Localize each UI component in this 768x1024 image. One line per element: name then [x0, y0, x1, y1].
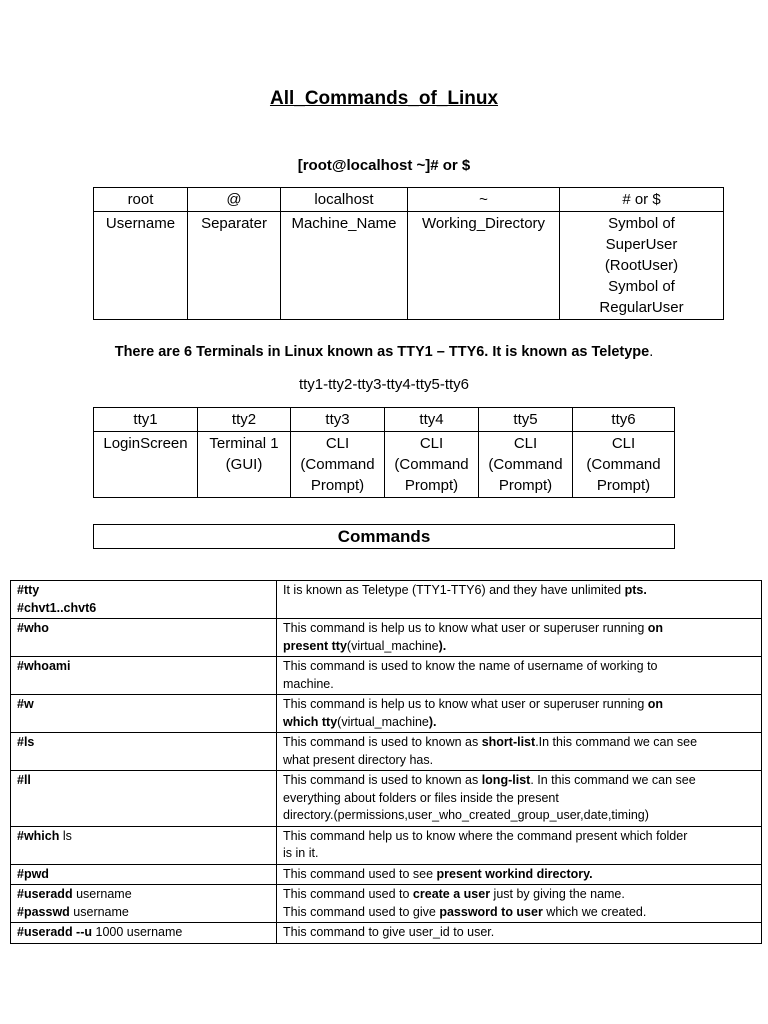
table-row: [94, 432, 675, 498]
bold-text: #ls: [17, 735, 35, 749]
cell-line: RegularUser: [599, 299, 684, 316]
cell-line: Prompt): [404, 477, 459, 494]
text-run: just by giving the name.: [490, 887, 625, 901]
command-cell: [11, 695, 277, 733]
bold-text: long-list: [481, 773, 531, 787]
table-cell: [408, 212, 560, 320]
bold-text: #useradd: [17, 887, 73, 901]
command-row: [11, 657, 762, 695]
table-cell: tty3: [291, 408, 385, 432]
cell-line: [17, 886, 270, 904]
text-run: This command is used to known as: [283, 773, 482, 787]
cell-line: CLI: [325, 435, 350, 452]
cell-line: [283, 904, 755, 922]
cell-line: CLI: [513, 435, 538, 452]
table-cell: [188, 212, 281, 320]
cell-line: [17, 658, 270, 676]
bold-text: #ll: [17, 773, 31, 787]
table-header-row: [94, 408, 675, 432]
description-cell: [277, 619, 762, 657]
cell-line: [17, 582, 270, 600]
command-cell: [11, 657, 277, 695]
text-run: This command is used to know the name of username of working to: [283, 659, 658, 673]
table-row: [94, 212, 724, 320]
command-cell: [11, 885, 277, 923]
command-cell: [11, 619, 277, 657]
cell-line: (GUI): [225, 456, 263, 473]
command-row: [11, 923, 762, 944]
tty-sequence: tty1-tty2-tty3-tty4-tty5-tty6: [298, 376, 470, 393]
command-row: [11, 619, 762, 657]
command-cell: [11, 923, 277, 944]
cell-line: Username: [105, 215, 176, 232]
cell-line: LoginScreen: [103, 435, 188, 452]
cell-line: [283, 845, 755, 863]
table-cell: [291, 432, 385, 498]
text-run: This command is help us to know what user or superuser running: [283, 621, 648, 635]
cell-line: Separater: [201, 215, 267, 232]
description-cell: [277, 733, 762, 771]
table-cell: tty2: [198, 408, 291, 432]
cell-line: [17, 620, 270, 638]
cell-line: Prompt): [596, 477, 651, 494]
description-cell: [277, 657, 762, 695]
description-cell: [277, 771, 762, 827]
text-run: which we created.: [542, 904, 647, 919]
description-cell: [277, 923, 762, 944]
text-run: This command help us to know where the command present which folder: [283, 828, 688, 843]
bold-text: #w: [17, 697, 34, 711]
bold-text: ).: [438, 638, 447, 653]
description-cell: [277, 581, 762, 619]
text-run: machine.: [283, 676, 334, 691]
table-cell: @: [188, 188, 281, 212]
text-run: username: [72, 887, 132, 901]
text-run: This command to give user_id to user.: [283, 925, 495, 939]
text-run: This command is help us to know what user or superuser running: [283, 697, 648, 711]
cell-line: Prompt): [498, 477, 553, 494]
bold-text: which tty: [283, 714, 338, 729]
commands-table-body: [11, 581, 762, 944]
cell-line: [17, 696, 270, 714]
text-run: everything about folders or files inside the present: [283, 790, 559, 805]
cell-line: [283, 658, 755, 676]
cell-line: [283, 866, 755, 884]
cell-line: [17, 828, 270, 846]
cell-line: [283, 828, 755, 846]
cell-line: CLI: [611, 435, 636, 452]
table-cell: tty4: [385, 408, 479, 432]
text-run: .In this command we can see: [535, 735, 698, 749]
table-cell: [573, 432, 675, 498]
cell-line: [283, 734, 755, 752]
table-cell: localhost: [281, 188, 408, 212]
terminals-note-period: .: [649, 344, 654, 360]
table-cell: tty6: [573, 408, 675, 432]
command-row: [11, 826, 762, 864]
bold-text: on: [647, 621, 664, 635]
command-cell: [11, 733, 277, 771]
cell-line: SuperUser: [605, 236, 678, 253]
table-cell: # or $: [560, 188, 724, 212]
cell-line: Machine_Name: [291, 215, 397, 232]
bold-text: #who: [17, 621, 49, 635]
command-cell: [11, 864, 277, 885]
bold-text: #pwd: [17, 866, 49, 881]
command-cell: [11, 771, 277, 827]
table-cell: root: [94, 188, 188, 212]
text-run: (virtual_machine: [337, 714, 429, 729]
cell-line: Symbol of: [608, 215, 675, 232]
table-cell: [385, 432, 479, 498]
cell-line: [283, 752, 755, 770]
cell-line: [283, 714, 755, 732]
command-row: [11, 581, 762, 619]
cell-line: [283, 886, 755, 904]
cell-line: [283, 772, 755, 790]
bold-text: password to user: [439, 904, 543, 919]
text-run: It is known as Teletype (TTY1-TTY6) and they have unlimited: [283, 583, 625, 597]
command-cell: [11, 826, 277, 864]
cell-line: [283, 924, 755, 942]
table-cell: [94, 212, 188, 320]
bold-text: pts.: [624, 583, 647, 597]
prompt-breakdown-table: [93, 187, 724, 320]
command-row: [11, 885, 762, 923]
cell-line: [283, 790, 755, 808]
cell-line: [17, 866, 270, 884]
text-run: username: [69, 904, 129, 919]
table-cell: tty1: [94, 408, 198, 432]
cell-line: (RootUser): [604, 257, 679, 274]
cell-line: [17, 772, 270, 790]
cell-line: (Command: [488, 456, 563, 473]
cell-line: Prompt): [310, 477, 365, 494]
table-cell: tty5: [479, 408, 573, 432]
table-cell: [479, 432, 573, 498]
text-run: is in it.: [283, 846, 319, 860]
bold-text: #whoami: [17, 659, 71, 673]
table-cell: [281, 212, 408, 320]
cell-line: Working_Directory: [421, 215, 546, 232]
tty-table: [93, 407, 675, 498]
table-cell: [198, 432, 291, 498]
cell-line: [17, 924, 270, 942]
text-run: ls: [59, 828, 72, 843]
cell-line: [283, 582, 755, 600]
description-cell: [277, 826, 762, 864]
description-cell: [277, 885, 762, 923]
description-cell: [277, 695, 762, 733]
table-cell: [560, 212, 724, 320]
bold-text: present workind directory.: [436, 866, 593, 881]
text-run: 1000 username: [92, 925, 183, 939]
command-cell: [11, 581, 277, 619]
cell-line: (Command: [586, 456, 661, 473]
terminals-note: [0, 344, 768, 360]
bold-text: on: [647, 697, 664, 711]
table-cell: [94, 432, 198, 498]
description-cell: [277, 864, 762, 885]
cell-line: (Command: [300, 456, 375, 473]
text-run: what present directory has.: [283, 752, 434, 767]
command-row: [11, 733, 762, 771]
commands-table: [10, 580, 762, 944]
cell-line: [283, 638, 755, 656]
text-run: . In this command we can see: [530, 773, 696, 787]
cell-line: [17, 904, 270, 922]
text-run: This command used to: [283, 887, 413, 901]
cell-line: Symbol of: [608, 278, 675, 295]
command-row: [11, 864, 762, 885]
command-row: [11, 771, 762, 827]
table-header-row: [94, 188, 724, 212]
cell-line: CLI: [419, 435, 444, 452]
shell-prompt-example: [root@localhost ~]# or $: [297, 157, 471, 174]
cell-line: [17, 734, 270, 752]
bold-text: #tty: [17, 583, 40, 597]
cell-line: [283, 620, 755, 638]
text-run: directory.(permissions,user_who_created_group_user,date,timing): [283, 808, 649, 822]
bold-text: present tty: [283, 638, 347, 653]
terminals-note-text: There are 6 Terminals in Linux known as TTY1 – TTY6. It is known as Teletype: [114, 344, 650, 360]
table-cell: ~: [408, 188, 560, 212]
cell-line: Terminal 1: [209, 435, 279, 452]
cell-line: [283, 676, 755, 694]
cell-line: [17, 600, 270, 618]
text-run: This command used to give: [283, 904, 440, 919]
text-run: (virtual_machine: [346, 638, 439, 653]
cell-line: [283, 807, 755, 825]
bold-text: ).: [428, 714, 437, 729]
bold-text: short-list: [481, 735, 536, 749]
page-title: All_Commands_of_Linux: [269, 88, 499, 109]
cell-line: (Command: [394, 456, 469, 473]
text-run: This command used to see: [283, 866, 437, 881]
bold-text: #chvt1..chvt6: [17, 600, 97, 615]
bold-text: #which: [17, 828, 60, 843]
commands-heading: Commands: [93, 524, 675, 549]
text-run: This command is used to known as: [283, 735, 482, 749]
cell-line: [283, 696, 755, 714]
bold-text: #passwd: [17, 904, 70, 919]
command-row: [11, 695, 762, 733]
bold-text: create a user: [412, 887, 491, 901]
bold-text: #useradd --u: [17, 925, 93, 939]
